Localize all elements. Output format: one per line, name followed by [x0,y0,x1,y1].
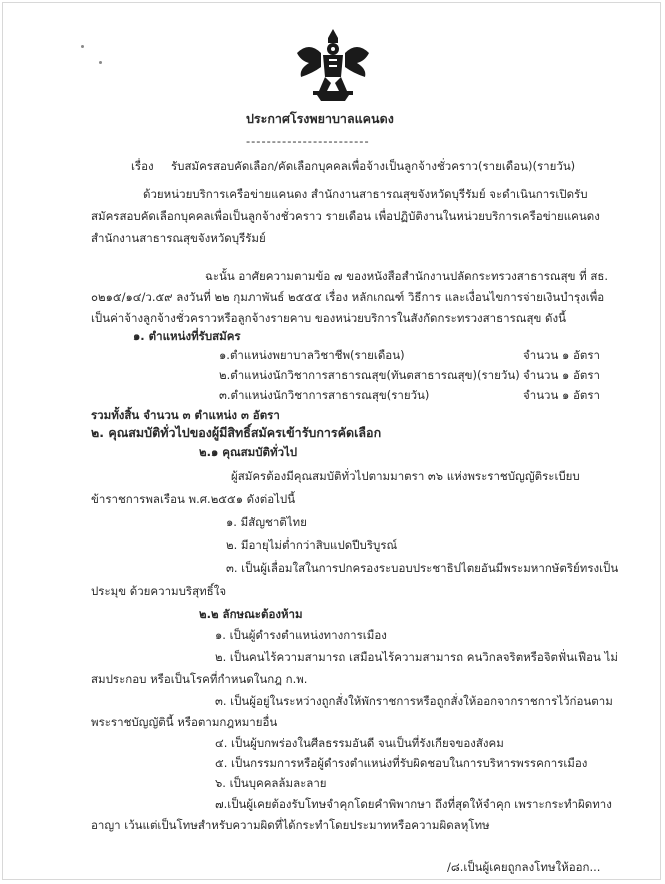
subsection-heading: ๒.๑ คุณสมบัติทั่วไป [199,445,298,459]
qualification-lead: ข้าราชการพลเรือน พ.ศ.๒๕๕๑ ดังต่อไปนี้ [91,492,296,506]
subject-prefix: เรื่อง [131,159,154,173]
prohibition-item-cont: สมประกอบ หรือเป็นโรคที่กำหนดในกฎ ก.พ. [91,672,308,686]
section2-heading: ๒. คุณสมบัติทั่วไปของผู้มีสิทธิ์สมัครเข้ารับการคัดเลือก [91,425,382,440]
position-count: จำนวน ๑ อัตรา [523,368,600,382]
qualification-item: ๓. เป็นผู้เลื่อมใสในการปกครองระบอบประชาธิปไตยอันมีพระมหากษัตริย์ทรงเป็น [226,561,619,575]
title-divider: ------------------------ [246,134,370,148]
document-page [2,2,661,880]
qualification-item-cont: ประมุข ด้วยความบริสุทธิ์ใจ [91,584,227,598]
prohibition-item: ๔. เป็นผู้บกพร่องในศีลธรรมอันดี จนเป็นที่รังเกียจของสังคม [215,736,504,750]
intro-line: สมัครสอบคัดเลือกบุคคลเพื่อเป็นลูกจ้างชั่วคราว รายเดือน เพื่อปฏิบัติงานในหน่วยบริการเครือข่ายแคนดง [91,209,600,223]
position-name: ๓.ตำแหน่งนักวิชาการสาธารณสุข(รายวัน) [219,388,430,402]
page-title: ประกาศโรงพยาบาลแคนดง [246,111,394,126]
position-name: ๑.ตำแหน่งพยาบาลวิชาชีพ(รายเดือน) [219,348,405,362]
prohibition-item: ๗.เป็นผู้เคยต้องรับโทษจำคุกโดยคำพิพากษา ถึงที่สุดให้จำคุก เพราะกระทำผิดทาง [215,797,612,811]
basis-line: เป็นค่าจ้างลูกจ้างชั่วคราวหรือลูกจ้างรายคาบ ของหน่วยบริการในสังกัดกระทรวงสาธารณสุข ดังนี้ [91,311,566,325]
prohibition-item: ๒. เป็นคนไร้ความสามารถ เสมือนไร้ความสามารถ คนวิกลจริตหรือจิตฟั่นเฟือน ไม่ [215,650,618,664]
prohibition-item: ๕. เป็นกรรมการหรือผู้ดำรงตำแหน่งที่รับผิดชอบในการบริหารพรรคการเมือง [215,756,588,770]
position-count: จำนวน ๑ อัตรา [523,388,600,402]
scan-speck [81,45,84,48]
positions-total: รวมทั้งสิ้น จำนวน ๓ ตำแหน่ง ๓ อัตรา [91,408,280,422]
section1-heading: ๑. ตำแหน่งที่รับสมัคร [133,329,241,343]
intro-line: สำนักงานสาธารณสุขจังหวัดบุรีรัมย์ [91,231,266,245]
intro-line: ด้วยหน่วยบริการเครือข่ายแคนดง สำนักงานสาธารณสุขจังหวัดบุรีรัมย์ จะดำเนินการเปิดรับ [143,187,588,201]
subsection-heading: ๒.๒ ลักษณะต้องห้าม [199,607,303,621]
qualification-item: ๒. มีอายุไม่ต่ำกว่าสิบแปดปีบริบูรณ์ [226,538,398,552]
prohibition-item: ๖. เป็นบุคคลล้มละลาย [215,776,327,790]
subject-text: รับสมัครสอบคัดเลือก/คัดเลือกบุคคลเพื่อจ้างเป็นลูกจ้างชั่วคราว(รายเดือน)(รายวัน) [171,159,576,173]
continuation-note: /๘.เป็นผู้เคยถูกลงโทษให้ออก... [447,860,601,874]
prohibition-item: ๓. เป็นผู้อยู่ในระหว่างถูกสั่งให้พักราชการหรือถูกสั่งให้ออกจากราชการไว้ก่อนตาม [215,694,613,708]
basis-line: ฉะนั้น อาศัยความตามข้อ ๗ ของหนังสือสำนักงานปลัดกระทรวงสาธารณสุข ที่ สธ. [205,269,609,283]
position-name: ๒.ตำแหน่งนักวิชาการสาธารณสุข(ทันตสาธารณสุข)(รายวัน) [219,368,520,382]
garuda-emblem-icon [291,25,375,105]
position-count: จำนวน ๑ อัตรา [523,348,600,362]
prohibition-item-cont: พระราชบัญญัตินี้ หรือตามกฎหมายอื่น [91,715,278,729]
prohibition-item: ๑. เป็นผู้ดำรงตำแหน่งทางการเมือง [215,628,387,642]
qualification-item: ๑. มีสัญชาติไทย [226,515,307,529]
basis-line: ๐๒๑๕/๑๔/ว.๕๙ ลงวันที่ ๒๒ กุมภาพันธ์ ๒๕๕๕ เรื่อง หลักเกณฑ์ วิธีการ และเงื่อนไขการจ่ายเงินบำรุงเพื่อ [91,290,605,304]
prohibition-item-cont: อาญา เว้นแต่เป็นโทษสำหรับความผิดที่ได้กระทำโดยประมาทหรือความผิดลหุโทษ [91,818,490,832]
scan-speck [99,61,102,64]
qualification-lead: ผู้สมัครต้องมีคุณสมบัติทั่วไปตามมาตรา ๓๖ แห่งพระราชบัญญัติระเบียบ [231,469,580,483]
